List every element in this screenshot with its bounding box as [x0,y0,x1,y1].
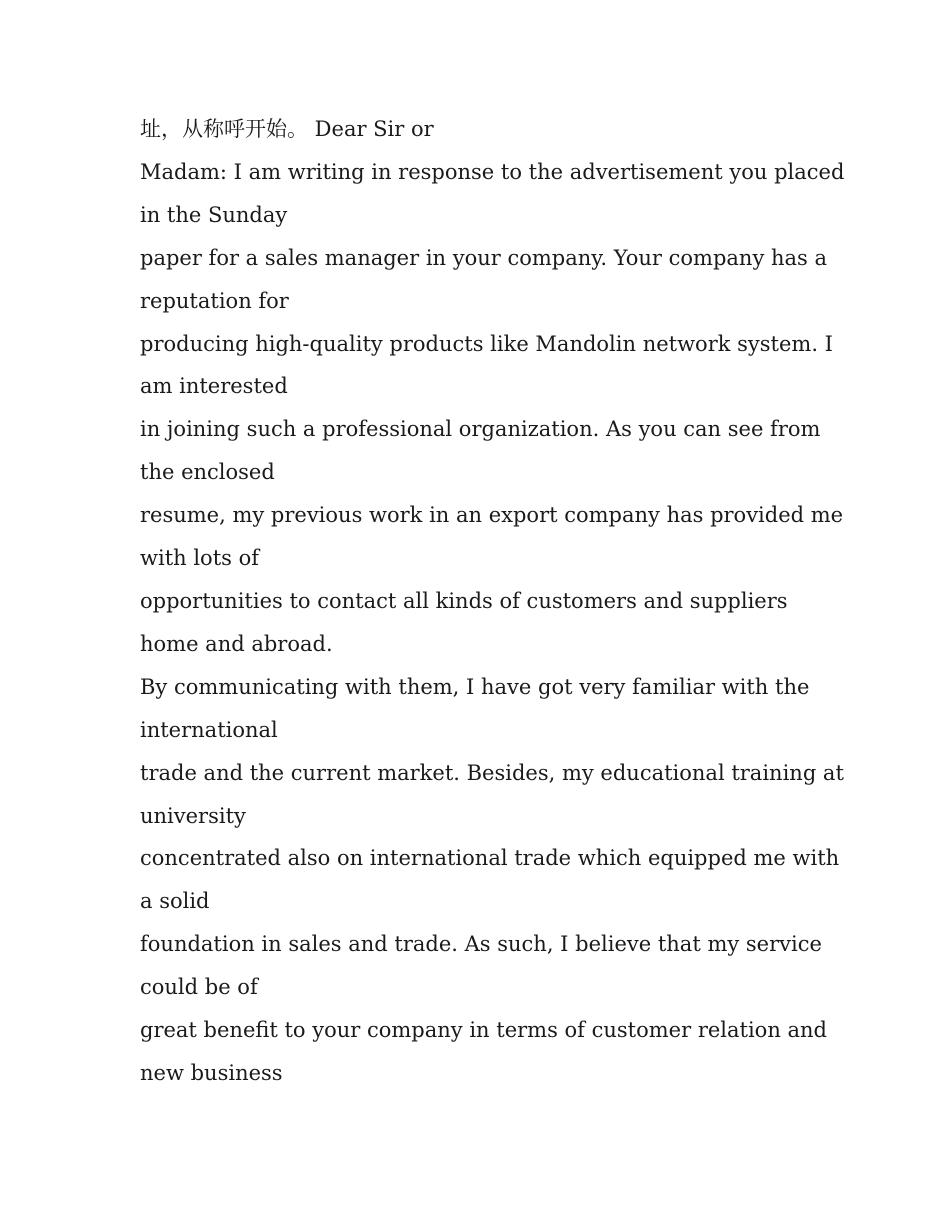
text-line: concentrated also on international trade which equipped me with [140,846,840,871]
text-line: new business [140,1060,283,1085]
text-line: international [140,717,278,742]
text-line: in the Sunday [140,202,288,227]
text-line: am interested [140,374,288,399]
text-line: in joining such a professional organization. As you can see from [140,417,821,442]
text-line: great benefit to your company in terms of customer relation and [140,1018,828,1043]
text-line: with lots of [140,546,259,571]
text-line: a solid [140,889,210,914]
text-line: reputation for [140,288,289,313]
text-line: could be of [140,975,258,1000]
text-line: resume, my previous work in an export company has provided me [140,503,844,528]
text-line: trade and the current market. Besides, my educational training at [140,760,844,785]
text-line: Madam: I am writing in response to the advertisement you placed [140,159,845,184]
text-line: the enclosed [140,460,275,485]
text-line: home and abroad. [140,631,333,656]
text-line: paper for a sales manager in your company. Your company has a [140,245,828,270]
text-line: foundation in sales and trade. As such, I believe that my service [140,932,822,957]
text-line: By communicating with them, I have got very familiar with the [140,674,810,699]
text-line: opportunities to contact all kinds of customers and suppliers [140,588,788,613]
letter-body [140,108,845,1095]
text-line: 址，从称呼开始。 Dear Sir or [140,117,434,141]
text-line: producing high-quality products like Mandolin network system. I [140,331,833,356]
text-line: university [140,803,246,828]
